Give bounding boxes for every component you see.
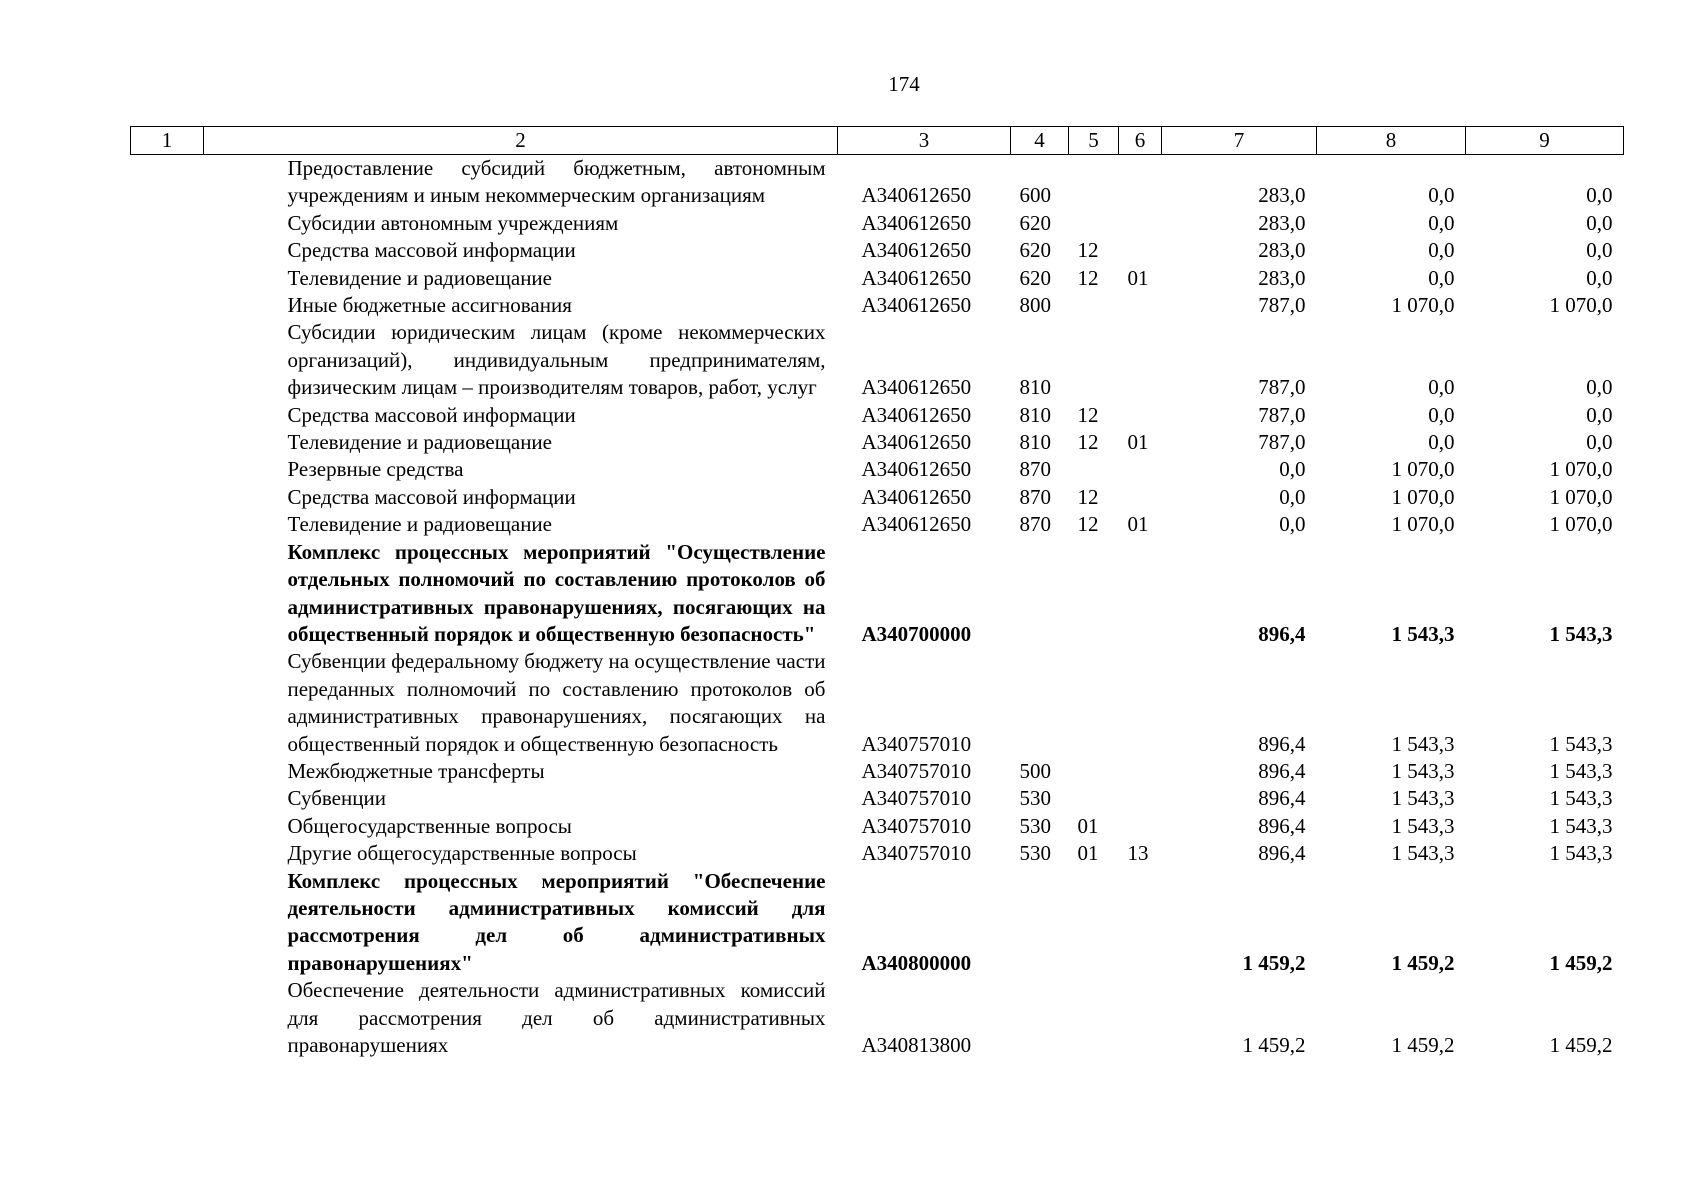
row-col6	[1119, 402, 1162, 429]
row-col5: 12	[1077, 402, 1099, 427]
table-row	[131, 511, 1624, 538]
row-col6	[1119, 210, 1162, 237]
row-value-7: 1 459,2	[1242, 1033, 1306, 1057]
row-name: Другие общегосударственные вопросы	[287, 841, 637, 866]
page-number: 174	[888, 72, 920, 96]
row-value-9: 1 543,3	[1549, 813, 1613, 838]
row-value-8: 0,0	[1428, 183, 1455, 208]
row-value-9: 1 543,3	[1549, 786, 1613, 811]
table-row	[131, 265, 1624, 292]
row-col5	[1069, 210, 1119, 237]
row-code: А340612650	[861, 238, 972, 263]
row-col4: 600	[1019, 183, 1051, 208]
row-value-7: 283,0	[1258, 183, 1306, 208]
row-col6	[1119, 319, 1162, 401]
header-col-8: 8	[1317, 127, 1466, 155]
row-col5	[1069, 868, 1119, 978]
table-row	[131, 319, 1624, 401]
row-value-7: 896,4	[1258, 786, 1306, 811]
table-row	[131, 868, 1624, 978]
row-value-7: 896,4	[1258, 841, 1306, 866]
row-name: Предоставление субсидий бюджетным, автономным учреждениям и иным некоммерческим организациям	[287, 156, 826, 208]
row-col4: 530	[1019, 813, 1051, 838]
row-value-8: 1 070,0	[1391, 512, 1455, 537]
row-value-8: 0,0	[1428, 210, 1455, 235]
row-value-9: 1 543,3	[1549, 621, 1613, 646]
row-value-7: 896,4	[1258, 813, 1306, 838]
row-value-8: 1 543,3	[1391, 621, 1455, 646]
row-code: А340757010	[861, 786, 972, 811]
row-name: Комплекс процессных мероприятий "Обеспечение деятельности административных комиссий для рассмотрения дел об административных правонарушениях"	[287, 868, 826, 975]
table-row	[131, 758, 1624, 785]
row-value-9: 0,0	[1586, 375, 1613, 400]
empty-cell	[131, 977, 204, 1059]
row-value-8: 1 543,3	[1391, 758, 1455, 783]
row-col4: 810	[1019, 430, 1051, 455]
row-col6: 01	[1127, 265, 1149, 290]
table-row	[131, 648, 1624, 758]
row-code: А340700000	[861, 621, 972, 646]
row-name: Телевидение и радиовещание	[287, 512, 552, 537]
row-col6	[1119, 648, 1162, 758]
row-code: А340612650	[861, 265, 972, 290]
table-row	[131, 785, 1624, 812]
row-col5	[1069, 785, 1119, 812]
row-value-8: 0,0	[1428, 430, 1455, 455]
row-name: Субвенции	[287, 786, 386, 811]
row-name: Средства массовой информации	[287, 238, 576, 263]
row-value-7: 0,0	[1279, 512, 1306, 537]
row-name: Средства массовой информации	[287, 484, 576, 509]
table-row	[131, 484, 1624, 511]
row-col5: 12	[1077, 430, 1099, 455]
row-col6: 13	[1127, 841, 1149, 866]
table-row	[131, 210, 1624, 237]
budget-table	[130, 126, 1624, 1059]
row-col6	[1119, 155, 1162, 210]
row-code: А340612650	[861, 430, 972, 455]
row-value-9: 1 070,0	[1549, 512, 1613, 537]
row-col5: 01	[1077, 813, 1099, 838]
row-code: А340612650	[861, 402, 972, 427]
row-code: А340612650	[861, 210, 972, 235]
row-value-8: 1 070,0	[1391, 293, 1455, 318]
empty-cell	[131, 155, 204, 210]
row-col4: 870	[1019, 457, 1051, 482]
row-value-9: 0,0	[1586, 183, 1613, 208]
table-row	[131, 456, 1624, 483]
row-value-9: 1 543,3	[1549, 758, 1613, 783]
row-value-7: 896,4	[1258, 621, 1306, 646]
row-col4: 620	[1019, 210, 1051, 235]
row-value-9: 1 459,2	[1549, 950, 1613, 975]
table-row	[131, 292, 1624, 319]
row-col6: 01	[1127, 512, 1149, 537]
row-col4: 620	[1019, 265, 1051, 290]
row-value-9: 0,0	[1586, 210, 1613, 235]
row-code: А340612650	[861, 484, 972, 509]
row-col4	[1011, 539, 1069, 649]
row-value-8: 1 459,2	[1391, 950, 1455, 975]
row-value-9: 0,0	[1586, 402, 1613, 427]
row-code: А340757010	[861, 841, 972, 866]
row-col4: 530	[1019, 786, 1051, 811]
row-value-7: 787,0	[1258, 375, 1306, 400]
row-col5: 12	[1077, 512, 1099, 537]
empty-cell	[131, 539, 204, 649]
row-col6	[1119, 237, 1162, 264]
row-col4	[1011, 868, 1069, 978]
empty-cell	[131, 319, 204, 401]
row-value-8: 1 543,3	[1391, 786, 1455, 811]
row-col6	[1119, 484, 1162, 511]
row-value-7: 0,0	[1279, 484, 1306, 509]
empty-cell	[131, 402, 204, 429]
row-col4	[1011, 648, 1069, 758]
row-code: А340757010	[861, 813, 972, 838]
row-value-9: 1 070,0	[1549, 484, 1613, 509]
row-col4	[1011, 977, 1069, 1059]
row-name: Общегосударственные вопросы	[287, 813, 572, 838]
row-col5	[1069, 977, 1119, 1059]
empty-cell	[131, 484, 204, 511]
row-code: А340612650	[861, 375, 972, 400]
empty-cell	[131, 785, 204, 812]
row-value-9: 0,0	[1586, 430, 1613, 455]
row-col6	[1119, 292, 1162, 319]
row-col5	[1069, 456, 1119, 483]
row-value-9: 0,0	[1586, 265, 1613, 290]
row-col4: 620	[1019, 238, 1051, 263]
row-col5	[1069, 758, 1119, 785]
row-value-7: 283,0	[1258, 265, 1306, 290]
empty-cell	[131, 758, 204, 785]
row-code: А340612650	[861, 183, 972, 208]
row-value-9: 1 070,0	[1549, 293, 1613, 318]
row-code: А340813800	[861, 1033, 972, 1057]
empty-cell	[131, 868, 204, 978]
header-col-3: 3	[838, 127, 1011, 155]
empty-cell	[131, 265, 204, 292]
row-code: А340612650	[861, 293, 972, 318]
row-col6	[1119, 456, 1162, 483]
row-name: Межбюджетные трансферты	[287, 758, 545, 783]
header-col-9: 9	[1466, 127, 1624, 155]
row-value-7: 283,0	[1258, 210, 1306, 235]
empty-cell	[131, 813, 204, 840]
row-col5	[1069, 319, 1119, 401]
row-name: Телевидение и радиовещание	[287, 430, 552, 455]
row-value-8: 0,0	[1428, 265, 1455, 290]
row-col4: 870	[1019, 484, 1051, 509]
row-code: А340757010	[861, 758, 972, 783]
header-col-4: 4	[1011, 127, 1069, 155]
row-col6	[1119, 758, 1162, 785]
row-value-9: 1 070,0	[1549, 457, 1613, 482]
row-name: Комплекс процессных мероприятий "Осуществление отдельных полномочий по составлению протоколов об административных правонарушениях, посягающих на общественный порядок и общественную безопасность"	[287, 539, 826, 646]
row-col5	[1069, 155, 1119, 210]
row-col5: 12	[1077, 484, 1099, 509]
empty-cell	[131, 648, 204, 758]
table-row	[131, 429, 1624, 456]
row-col5	[1069, 539, 1119, 649]
row-col6	[1119, 977, 1162, 1059]
row-col4: 530	[1019, 841, 1051, 866]
row-value-8: 0,0	[1428, 402, 1455, 427]
table-row	[131, 237, 1624, 264]
table-row	[131, 402, 1624, 429]
row-value-8: 0,0	[1428, 375, 1455, 400]
header-col-5: 5	[1069, 127, 1119, 155]
row-name: Обеспечение деятельности административных комиссий для рассмотрения дел об административных правонарушениях	[287, 978, 826, 1057]
table-row	[131, 539, 1624, 649]
row-value-8: 1 543,3	[1391, 813, 1455, 838]
row-name: Субвенции федеральному бюджету на осуществление части переданных полномочий по составлению протоколов об административных правонарушениях, посягающих на общественный порядок и общественную безопасность	[287, 649, 826, 756]
table-row	[131, 155, 1624, 210]
row-col5: 12	[1077, 238, 1099, 263]
row-value-7: 787,0	[1258, 430, 1306, 455]
row-col6	[1119, 868, 1162, 978]
table-body	[131, 155, 1624, 1060]
row-value-9: 1 543,3	[1549, 731, 1613, 756]
empty-cell	[131, 292, 204, 319]
table-row	[131, 813, 1624, 840]
row-col6	[1119, 539, 1162, 649]
row-col5	[1069, 648, 1119, 758]
row-value-7: 1 459,2	[1242, 950, 1306, 975]
row-value-8: 1 459,2	[1391, 1033, 1455, 1057]
empty-cell	[131, 456, 204, 483]
row-col5: 01	[1077, 841, 1099, 866]
row-name: Иные бюджетные ассигнования	[287, 293, 572, 318]
row-col5	[1069, 292, 1119, 319]
row-value-7: 283,0	[1258, 238, 1306, 263]
empty-cell	[131, 210, 204, 237]
row-name: Резервные средства	[287, 457, 464, 482]
row-col6	[1119, 785, 1162, 812]
header-col-2: 2	[204, 127, 838, 155]
row-code: А340800000	[861, 950, 972, 975]
row-name: Телевидение и радиовещание	[287, 265, 552, 290]
row-value-9: 1 543,3	[1549, 841, 1613, 866]
row-value-8: 1 070,0	[1391, 457, 1455, 482]
row-code: А340612650	[861, 512, 972, 537]
row-col4: 500	[1019, 758, 1051, 783]
empty-cell	[131, 840, 204, 867]
row-value-9: 0,0	[1586, 238, 1613, 263]
row-col4: 870	[1019, 512, 1051, 537]
row-value-7: 787,0	[1258, 402, 1306, 427]
row-value-7: 0,0	[1279, 457, 1306, 482]
table-row	[131, 977, 1624, 1059]
table-header-row	[131, 127, 1624, 155]
empty-cell	[131, 237, 204, 264]
row-name: Субсидии юридическим лицам (кроме некоммерческих организаций), индивидуальным предпринимателям, физическим лицам – производителям товаров, работ, услуг	[287, 320, 826, 400]
header-col-1: 1	[131, 127, 204, 155]
row-col5: 12	[1077, 265, 1099, 290]
row-code: А340757010	[861, 731, 972, 756]
row-name: Средства массовой информации	[287, 402, 576, 427]
row-value-7: 787,0	[1258, 293, 1306, 318]
row-value-8: 1 070,0	[1391, 484, 1455, 509]
row-col4: 810	[1019, 402, 1051, 427]
empty-cell	[131, 429, 204, 456]
row-value-8: 1 543,3	[1391, 841, 1455, 866]
row-col4: 810	[1019, 375, 1051, 400]
row-value-8: 0,0	[1428, 238, 1455, 263]
row-name: Субсидии автономным учреждениям	[287, 210, 619, 235]
row-value-8: 1 543,3	[1391, 731, 1455, 756]
header-col-7: 7	[1162, 127, 1317, 155]
row-value-9: 1 459,2	[1549, 1033, 1613, 1057]
empty-cell	[131, 511, 204, 538]
row-value-7: 896,4	[1258, 758, 1306, 783]
header-col-6: 6	[1119, 127, 1162, 155]
row-code: А340612650	[861, 457, 972, 482]
row-value-7: 896,4	[1258, 731, 1306, 756]
table-row	[131, 840, 1624, 867]
row-col6: 01	[1127, 430, 1149, 455]
row-col6	[1119, 813, 1162, 840]
row-col4: 800	[1019, 293, 1051, 318]
